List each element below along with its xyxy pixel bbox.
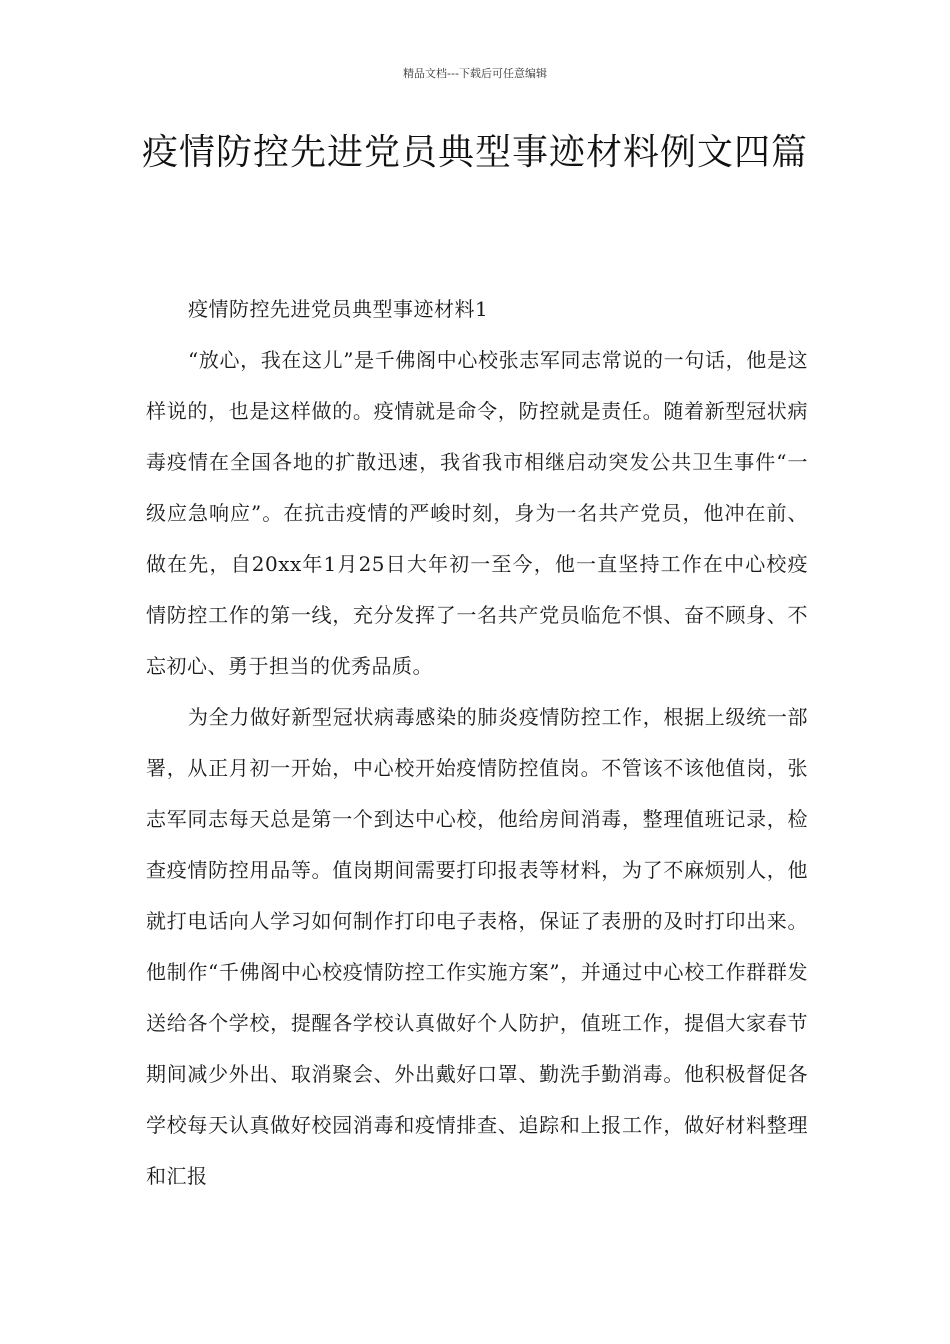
paragraph-2: 为全力做好新型冠状病毒感染的肺炎疫情防控工作，根据上级统一部署，从正月初一开始，中心校开始疫情防控值岗。不管该不该他值岗，张志军同志每天总是第一个到达中心校，他给房间消毒，整理值班记录，检查疫情防控用品等。值岗期间需要打印报表等材料，为了不麻烦别人，他就打电话向人学习如何制作打印电子表格，保证了表册的及时打印出来。他制作“千佛阁中心校疫情防控工作实施方案”，并通过中心校工作群群发送给各个学校，提醒各学校认真做好个人防护，值班工作，提倡大家春节期间减少外出、取消聚会、外出戴好口罩、勤洗手勤消毒。他积极督促各学校每天认真做好校园消毒和疫情排查、追踪和上报工作，做好材料整理和汇报 <box>146 705 808 1188</box>
document-title: 疫情防控先进党员典型事迹材料例文四篇 <box>141 132 808 173</box>
paragraph-1: “放心，我在这儿”是千佛阁中心校张志军同志常说的一句话，他是这样说的，也是这样做的。疫情就是命令，防控就是责任。随着新型冠状病毒疫情在全国各地的扩散迅速，我省我市相继启动突发公共卫生事件“一级应急响应”。在抗击疫情的严峻时刻，身为一名共产党员，他冲在前、做在先，自20xx年1月25日大年初一至今，他一直坚持工作在中心校疫情防控工作的第一线，充分发挥了一名共产党员临危不惧、奋不顾身、不忘初心、勇于担当的优秀品质。 <box>146 348 808 678</box>
document-body <box>146 284 808 1202</box>
header-note: 精品文档---下载后可任意编辑 <box>403 67 547 80</box>
section-heading: 疫情防控先进党员典型事迹材料1 <box>188 297 489 321</box>
